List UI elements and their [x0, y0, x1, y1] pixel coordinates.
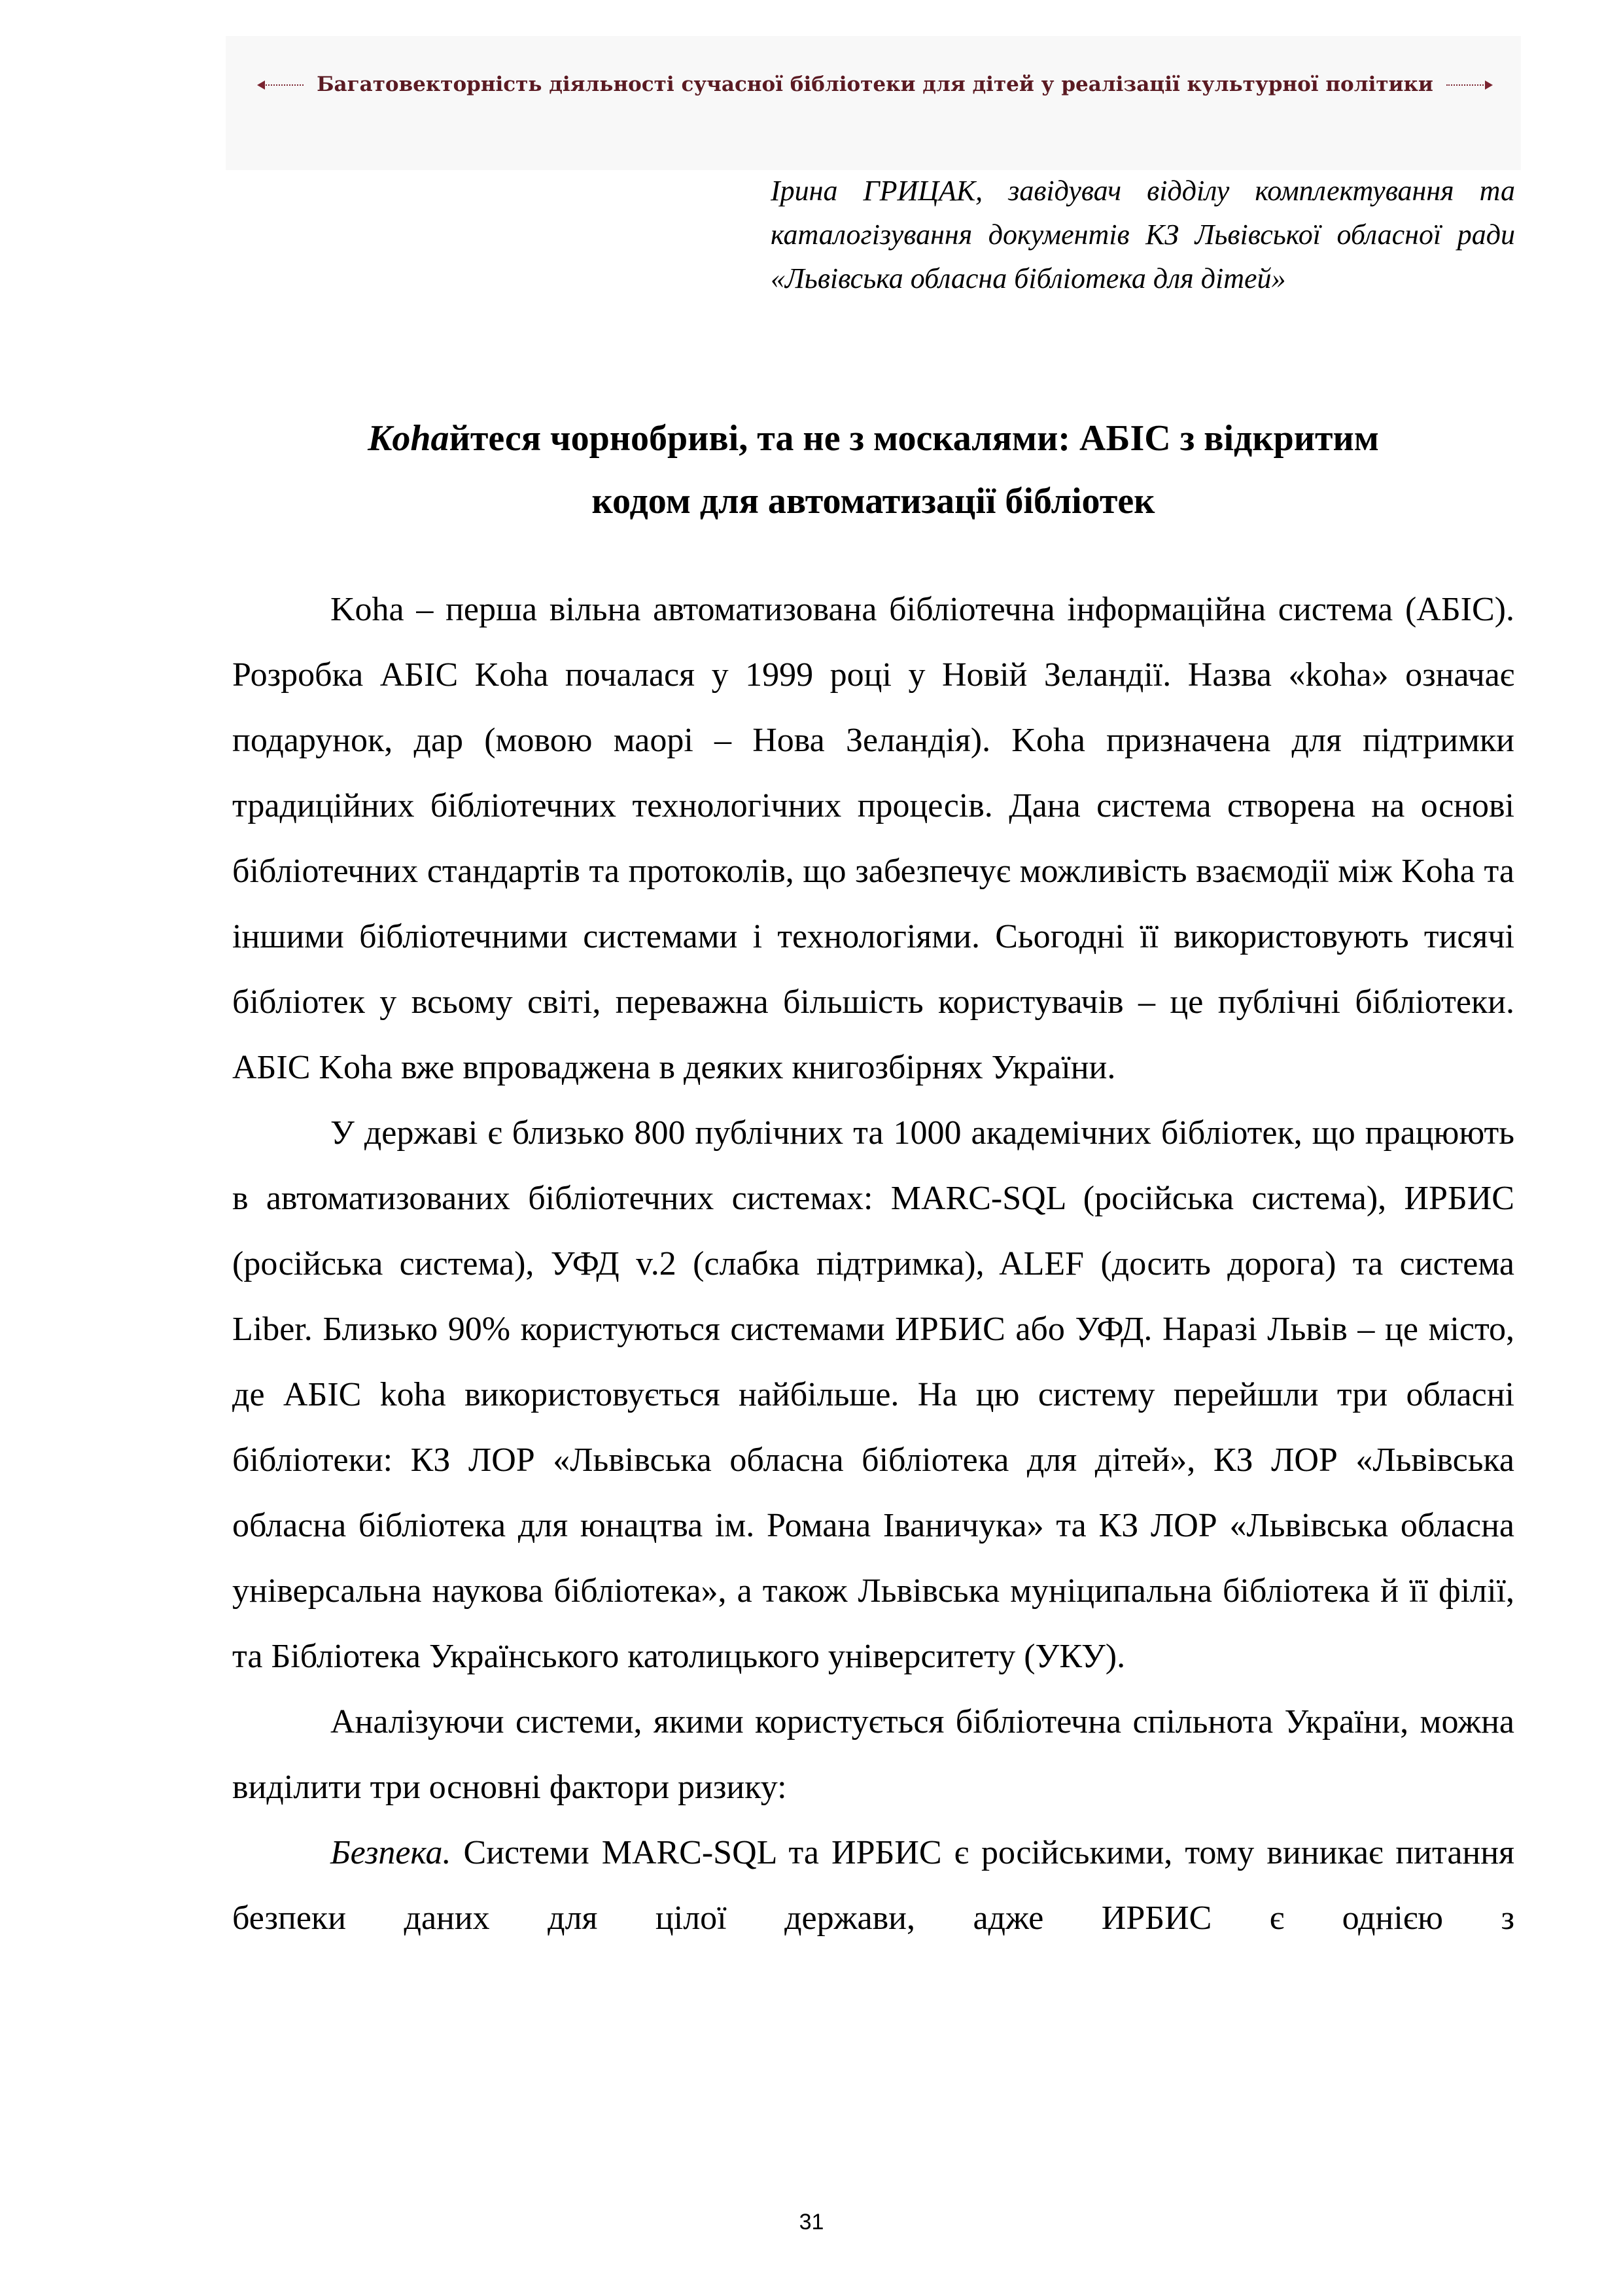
body-paragraph-1: Koha – перша вільна автоматизована бібліотечна інформаційна система (АБІС). Розробка АБІС Koha почалася у 1999 році у Новій Зеландії. Назва «koha» означає подарунок, дар (мовою маорі – Нова Зеландія). Koha призначена для підтримки традиційних бібліотечних технологічних процесів. Дана система створена на основі бібліотечних стандартів та протоколів, що забезпечує можливість взаємодії між Koha та іншими бібліотечними системами і технологіями. Сьогодні її використовують тисячі бібліотек у всьому світі, переважна більшість користувачів – це публічні бібліотеки. АБІС Koha вже впроваджена в деяких книгозбірнях України. [232, 591, 1514, 1086]
header-arrow-right [1446, 78, 1492, 91]
security-lead-term: Безпека. [330, 1834, 451, 1871]
article-body [232, 577, 1514, 1951]
article-title [232, 407, 1514, 533]
page-number: 31 [799, 2210, 824, 2234]
running-header [226, 36, 1521, 170]
title-line-1-rest: йтеся чорнобриві, та не з москалями: АБІС з відкритим [449, 418, 1379, 459]
body-paragraph-4 [232, 1820, 1514, 1951]
title-line-2: кодом для автоматизації бібліотек [591, 481, 1155, 521]
body-paragraph-2: У державі є близько 800 публічних та 1000 академічних бібліотек, що працюють в автоматизованих бібліотечних системах: MARC-SQL (російська система), ИРБИС (російська система), УФД v.2 (слабка підтримка), ALEF (досить дорога) та система Liber. Близько 90% користуються системами ИРБИС або УФД. Наразі Львів – це місто, де АБІС koha використовується найбільше. На цю систему перейшли три обласні бібліотеки: КЗ ЛОР «Львівська обласна бібліотека для дітей», КЗ ЛОР «Львівська обласна бібліотека для юнацтва ім. Романа Іваничука» та КЗ ЛОР «Львівська обласна універсальна наукова бібліотека», а також Львівська муніципальна бібліотека й її філії, та Бібліотека Українського католицького університету (УКУ). [232, 1114, 1514, 1675]
running-header-title: Багатовекторність діяльності сучасної бібліотеки для дітей у реалізації культурної політики [317, 73, 1433, 96]
security-paragraph-text: Системи MARC-SQL та ИРБИС є російськими, тому виникає питання безпеки даних для цілої держави, адже ИРБИС є однією з [232, 1834, 1514, 1937]
title-koha-italic: Koha [368, 418, 449, 459]
body-paragraph-3: Аналізуючи системи, якими користується бібліотечна спільнота України, можна виділити три основні фактори ризику: [232, 1703, 1514, 1806]
header-arrow-left [258, 78, 304, 91]
author-affiliation: Ірина ГРИЦАК, завідувач відділу комплектування та каталогізування документів КЗ Львівської обласної ради «Львівська обласна бібліотека для дітей» [771, 175, 1515, 294]
